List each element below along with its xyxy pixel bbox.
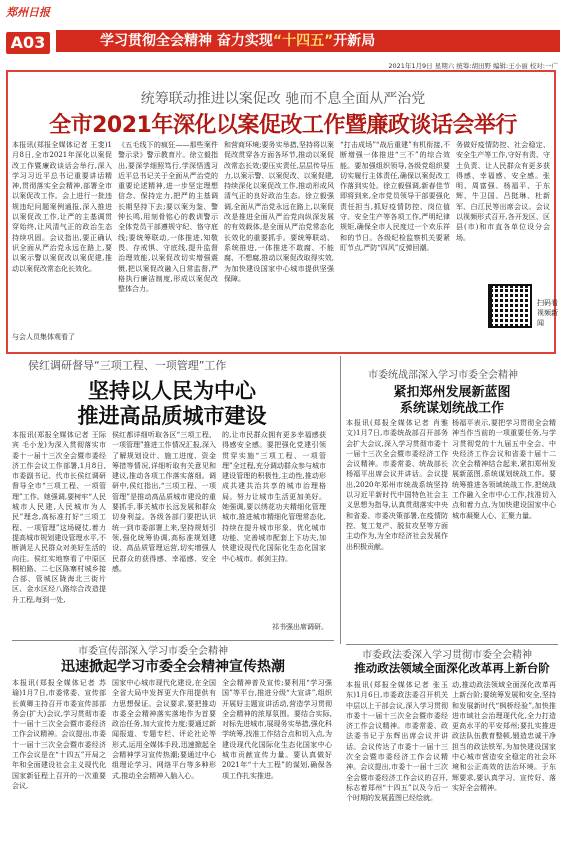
- story2-column-3-tail: 祁书强出席调研。: [272, 623, 328, 631]
- lead-column-4: “打击成场”“战后重建”有机衔接,不断增强一体推进“三不”的综合效能。要加强组织领导,各级党组织要切实履行主体责任,确保以案促改工作落到实处。徐立毅强调,新春佳节即将到来,全市党员领导干部要强化责任担当,抓好疫情防控、岗位值守、安全生产等各项工作,严明纪律规矩,确保全市人民度过一个欢乐祥和的节日。各级纪检监察机关要紧盯节点,严防“四风”反弹回潮。: [340, 141, 450, 252]
- banner-text-pre: 学习贯彻全会精神 奋力实现: [100, 33, 273, 49]
- story3-column-2: 杨福平表示,要把学习贯彻全会精神当作当前的一项重要任务,与学习贯彻党的十九届五中全会、中央经济工作会议和省委十届十二次全会精神结合起来,紧扣郑州发展新蓝图,系统谋划统战工作。要统筹推进各领域统战工作,把统战工作融入全市中心工作,找准切入点和着力点,为加快建设国家中心城市凝聚人心、汇聚力量。: [452, 419, 556, 520]
- story3-kicker: 市委统战部深入学习市委全会精神: [368, 370, 518, 381]
- story2-headline-line1: 坚持以人民为中心: [88, 379, 256, 403]
- story3-headline-line2: 系统谋划统战工作: [399, 401, 504, 416]
- story5-column-2: 国家中心城市现代化建设,在全国全省大局中发挥更大作用提供有力思想保证。会议要求,要把推动市委全会精神落实落地作为首要政治任务,加大宣传力度;要通过新闻报道、专题专栏、评论社论等形式,运用全媒体手段,迅速掀起全会精神学习宣传热潮;要通过中心组理论学习、网络平台等多种形式,推动全会精神入脑入心。: [112, 679, 216, 780]
- story2-column-2: 侯红都详细听取各区“三项工程、一项管理”推进工作情况汇报,深入了解规划设计、施工进度、资金筹措等情况,详细听取有关意见和建议,推动各项工作落实落细。调研中,侯红指出,“三项工程、一项管理”是推动高品质城市建设的重要抓手,事关城市长远发展和群众切身利益。各级各部门要把认识统一到市委部署上来,坚持规划引领,强化统筹协调,高标准规划建设、高品质管理运营,切实增强人民群众的获得感、幸福感、安全感。: [112, 431, 216, 573]
- story2-column-1: 本报讯(郑报全媒体记者 王际宾 毛小龙)为深入贯彻落实市委十一届十三次全会暨市委经济工作会议工作部署,1月8日,市委副书记、代市长侯红调研督导全市“三项工程、一项管理”工作。她强调,要树牢“人民城市人民建,人民城市为人民”理念,高标准打好“三项工程、一项管理”这场硬仗,着力提高城市规划建设管理水平,不断满足人民群众对美好生活的向往。侯红实地察看了中原区桐柏路、二七区陈寨村城乡接合部、管城区陇海北三街片区、金水区经八路综合改造提升工程,每到一处,: [12, 431, 106, 604]
- lead-headline: 全市2021年深化以案促改工作暨廉政谈话会举行: [49, 113, 517, 138]
- page-number: A03: [6, 32, 50, 54]
- section-rule: [346, 644, 558, 645]
- newspaper-logo: 郑州日报: [6, 6, 50, 19]
- column-rule: [340, 356, 341, 644]
- story3-column-1: 本报讯(郑报全媒体记者 肖雅文)1月7日,市委统战部召开部务会扩大会议,深入学习贯彻市委十一届十三次全会暨市委经济工作会议精神。市委常委、统战部长杨福平出席会议并讲话。会议提出,2020年郑州市统战系统坚持以习近平新时代中国特色社会主义思想为指导,认真贯彻落实中央和省委、市委决策部署,在疫情防控、复工复产、脱贫攻坚等方面主动作为,为全市经济社会发展作出积极贡献。: [346, 419, 448, 551]
- lead-column-1-tail: 与会人员集体观看了: [12, 333, 75, 341]
- story2-kicker: 侯红调研督导“三项工程、一项管理”工作: [28, 359, 227, 372]
- story4-column-2: 动,推动政法领域全面深化改革再上新台阶;要统筹发展和安全,坚持和发展新时代“枫桥经验”,加快推进市域社会治理现代化,全力打造更高水平的平安郑州;要扎实推进政法队伍教育整顿,锻造忠诚干净担当的政法铁军,为加快建设国家中心城市营造安全稳定的社会环境和公正高效的法治环境。于东辉要求,要认真学习、宣传好、落实好全会精神。: [452, 681, 556, 792]
- story2-column-3: 的,让市民群众拥有更多幸福感获得感安全感。要把强化党建引领贯穿实施“三项工程、一项管理”全过程,充分调动群众参与城市建设管理的积极性,主动性,推动形成共建共治共享的城市治理格局。努力让城市生活更加美好。她强调,要以绣花功夫精细化管理城市,推进城市精细化管理常态化,持续在提升城市形象、优化城市功能、完善城市配套上下功夫,加快建设现代化国际化生态化国家中心城市。郝剑主持。: [222, 431, 326, 563]
- banner-text-highlight: “十四五”: [272, 33, 334, 49]
- lead-column-1: 本报讯(郑报全媒体记者 王斐)1月8日,全市2021年深化以案促改工作暨廉政谈话会举行,深入学习习近平总书记重要讲话精神,贯彻落实全会精神,部署全市以案促改工作。会上进行一批违规违纪问题案例通报,深入推进以案促改工作,让严的主基调贯穿始终,让风清气正的政治生态持续巩固。会议指出,要正确认识全面从严治党永远在路上,要以案示警以案促改以案促建,推动以案促改常态化长效化。: [12, 141, 112, 273]
- qr-code-label: 扫码看视频新闻: [537, 299, 558, 327]
- story4-kicker: 市委政法委深入学习贯彻市委全会精神: [362, 650, 532, 661]
- story3-headline-line1: 紧扣郑州发展新蓝图: [393, 385, 511, 400]
- section-rule: [12, 640, 334, 641]
- dateline: 2021年1月9日 星期六 统筹:胡田野 编辑:王小丽 校对:一广: [388, 62, 558, 70]
- lead-column-3: 和营商环境;要务实举措,坚持将以案促改贯穿各方面各环节,推动以案促改常态长效;要压实责任,层层传导压力,以案示警、以案促改、以案促建,持续深化以案促改工作,推动形成风清气正的良好政治生态。徐立毅强调,全面从严治党永远在路上,以案促改是推进全面从严治党向纵深发展的有效载体,是全面从严治党常态化长效化的重要抓手。要统筹联动、系统推进,一体推进不敢腐、不能腐、不想腐,推动以案促改取得实效,为加快建设国家中心城市提供坚强保障。: [224, 141, 334, 283]
- story4-headline: 推动政法领域全面深化改革再上新台阶: [354, 661, 550, 675]
- banner-text-post: 开新局: [333, 33, 376, 49]
- qr-code-pattern: [492, 288, 528, 324]
- lead-kicker: 统筹联动推进以案促改 驰而不息全面从严治党: [140, 91, 426, 107]
- lead-column-2: 《五毛线下的疯狂——那些案件警示录》警示教育片。徐立毅指出,要深学细照笃行,学深悟透习近平总书记关于全面从严治党的重要论述精神,进一步坚定理想信念、保持定力,把严的主基调长期坚持下去;要以案为鉴、警钟长鸣,用刻骨铭心的教训警示全体党员干部遵规守纪、恪守底线;要统筹联动,一体推进,知敬畏、存戒惧、守底线,提升监督治理效能,以案促改切实增强震慑,把以案促改融入日常监督,严格执行廉洁制度,形成以案促改整体合力。: [118, 141, 218, 294]
- story5-kicker: 市委宣传部深入学习市委全会精神: [78, 646, 228, 657]
- story4-column-1: 本报讯(郑报全媒体记者 张玉东)1月6日,市委政法委召开机关中层以上干部会议,深入学习贯彻市委十一届十三次全会暨市委经济工作会议精神。市委常委、政法委书记于东辉出席会议并讲话。会议传达了市委十一届十三次全会暨市委经济工作会议精神。会议提出,市委十一届十三次全会暨市委经济工作会议的召开,标志着郑州“十四五”以及今后一个时期的发展蓝图已经绘就。: [346, 681, 448, 803]
- section-banner-text: [100, 31, 375, 51]
- story5-column-3: 全会精神普及宣传;要利用“学习强国”等平台,推进分级“大宣讲”,组织开展好主题宣讲活动,营造学习贯彻全会精神的浓厚氛围。要结合实际,对标先进城市,展现务实举措,强化科学统筹,找准工作结合点和切入点,为建设现代化国际化生态化国家中心城市贡献宣传力量。要认真做好2021年“十大工程”的谋划,确保各项工作扎实推进。: [222, 679, 332, 780]
- story5-headline: 迅速掀起学习市委全会精神宣传热潮: [61, 659, 285, 675]
- story2-headline-line2: 推进高品质城市建设: [77, 404, 267, 428]
- lead-column-5: 务做好疫情防控、社会稳定、安全生产等工作,守好有责、守土负责、让人民群众有更多获得感、幸福感、安全感。张明、周富强、杨福平、于东辉、牛卫国、吕挺琳、杜新军、白江民等出席会议。会议以视频形式召开,各开发区、区县(市)和市直各单位设分会场。: [456, 141, 550, 242]
- story5-column-1: 本报讯(郑报全媒体记者 苏瑜)1月7日,市委常委、宣传部长黄卿主持召开市委宣传部部务会(扩大)会议,学习贯彻市委十一届十三次全会暨市委经济工作会议精神。会议提出,市委十一届十三次全会暨市委经济工作会议是在“十四五”开局之年和全面建设社会主义现代化国家新征程上召开的一次重要会议,: [12, 679, 106, 790]
